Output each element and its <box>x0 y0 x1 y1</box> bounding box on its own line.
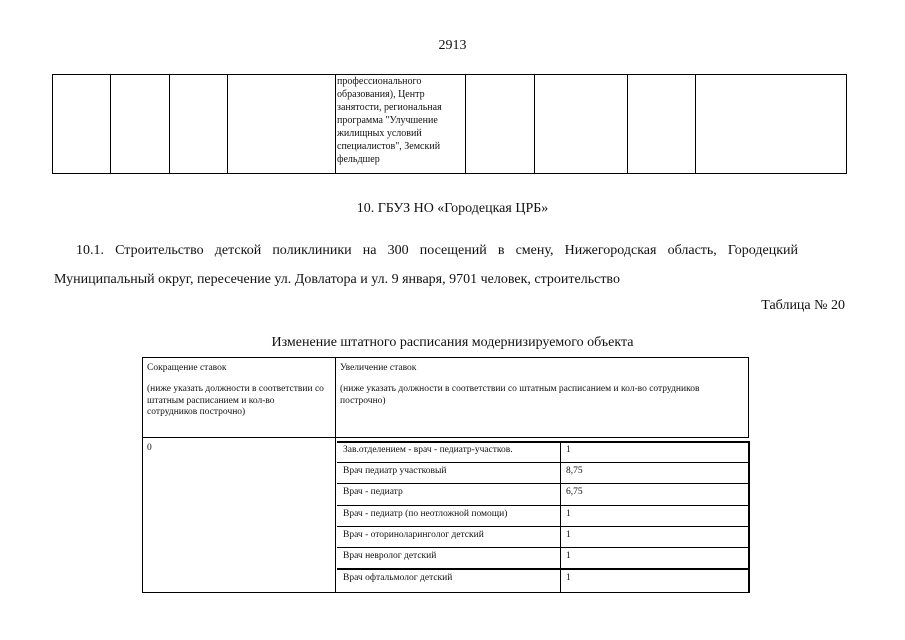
position-name: Врач - педиатр <box>343 487 403 497</box>
position-name: Зав.отделением - врач - педиатр-участков. <box>343 445 513 455</box>
reduction-header: Сокращение ставок <box>147 363 227 373</box>
position-count: 1 <box>566 509 571 519</box>
table-row <box>337 547 748 568</box>
table-border <box>142 437 749 438</box>
table-border <box>142 357 749 358</box>
section-title: 10. ГБУЗ НО «Городецкая ЦРБ» <box>356 201 549 216</box>
position-name: Врач педиатр участковый <box>343 466 447 476</box>
position-count: 8,75 <box>566 466 583 476</box>
position-count: 1 <box>566 445 571 455</box>
cell-line: образования), Центр <box>337 89 425 100</box>
table-border <box>748 357 749 437</box>
table-border <box>142 357 143 593</box>
table-border <box>335 357 336 593</box>
increase-header: Увеличение ставок <box>340 363 417 373</box>
table-border <box>748 441 750 593</box>
table-cell <box>228 75 336 174</box>
table-row <box>337 441 748 462</box>
cell-line: специалистов", Земский <box>337 141 441 152</box>
table-row <box>337 505 748 526</box>
table-cell <box>53 75 111 174</box>
position-name: Врач невролог детский <box>343 551 437 561</box>
position-name: Врач - оториноларинголог детский <box>343 530 484 540</box>
cell-line: жилищных условий <box>337 128 422 139</box>
table-row <box>337 569 748 590</box>
reduction-value: 0 <box>147 443 152 453</box>
table-title: Изменение штатного расписания модернизируемого объекта <box>271 335 634 350</box>
position-count: 1 <box>566 551 571 561</box>
table-row <box>53 75 847 174</box>
cell-line: фельдшер <box>337 154 380 165</box>
position-count: 1 <box>566 573 571 583</box>
table-cell <box>696 75 847 174</box>
page-number: 2913 <box>438 38 467 53</box>
table-cell <box>111 75 170 174</box>
table-cell <box>628 75 696 174</box>
table-border <box>142 592 750 593</box>
position-name: Врач - педиатр (по неотложной помощи) <box>343 509 508 519</box>
continuation-text-cell <box>336 75 466 174</box>
paragraph-line: 10.1. Строительство детской поликлиники на 300 посещений в смену, Нижегородская область, Городецкий <box>76 243 798 258</box>
cell-line: программа "Улучшение <box>337 115 438 126</box>
table-row <box>337 462 748 483</box>
table-number: Таблица № 20 <box>761 298 845 313</box>
position-count: 1 <box>566 530 571 540</box>
reduction-hint: (ниже указать должности в соответствии со штатным расписанием и кол-во сотрудников построчно) <box>147 384 324 417</box>
table-row <box>337 526 748 547</box>
paragraph-line: Муниципальный округ, пересечение ул. Довлатора и ул. 9 января, 9701 человек, строительство <box>54 272 620 287</box>
table-cell <box>535 75 628 174</box>
position-name: Врач офтальмолог детский <box>343 573 453 583</box>
section-paragraph <box>54 236 798 294</box>
increase-hint: (ниже указать должности в соответствии со штатным расписанием и кол-во сотрудников построчно) <box>340 384 700 406</box>
staffing-table <box>142 357 750 593</box>
table-row <box>337 483 748 504</box>
cell-line: занятости, региональная <box>337 102 442 113</box>
cell-line: профессионального <box>337 76 422 87</box>
continuation-table <box>52 74 847 174</box>
position-count: 6,75 <box>566 487 583 497</box>
table-cell <box>466 75 535 174</box>
table-cell <box>170 75 228 174</box>
